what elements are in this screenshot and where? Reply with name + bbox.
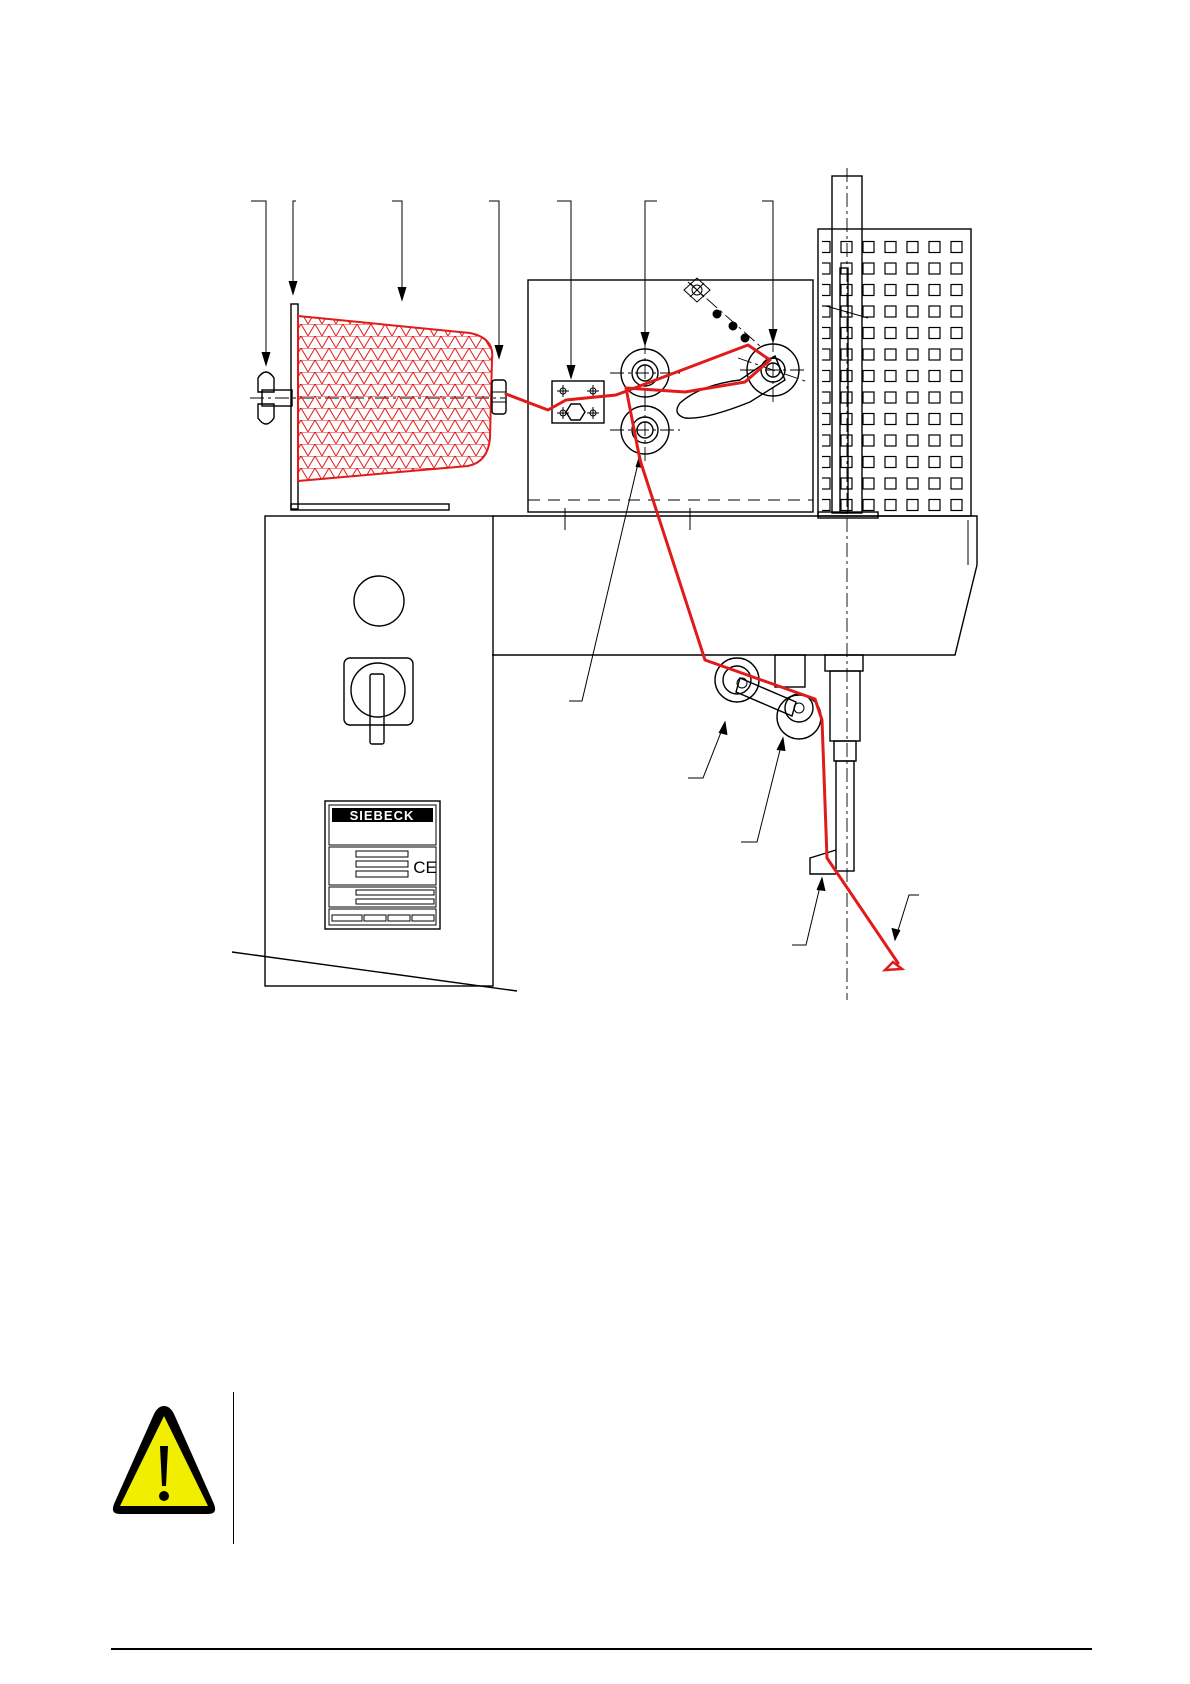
thread-spool: [298, 316, 492, 481]
machine-column: [232, 516, 517, 991]
main-switch-icon: [344, 658, 413, 744]
take-up-lever: [677, 338, 808, 418]
warning-triangle-icon: [108, 1400, 220, 1520]
callout-leaders-bottom: [569, 455, 919, 945]
nameplate-brand: SIEBECK: [349, 808, 415, 823]
ce-mark: CE: [413, 858, 437, 877]
perforated-guard: [818, 229, 971, 518]
adjustment-screws: [684, 278, 760, 346]
indicator-lamp-icon: [354, 576, 404, 626]
thread-guide-eyelet: [492, 380, 506, 414]
guide-roller-right: [775, 655, 821, 739]
nameplate: [325, 801, 440, 929]
tension-disc-lower: [610, 397, 680, 465]
warning-divider: [233, 1392, 234, 1544]
needle-holder: [810, 655, 863, 874]
footer-rule: [111, 1648, 1092, 1650]
machine-arm: [492, 508, 977, 655]
